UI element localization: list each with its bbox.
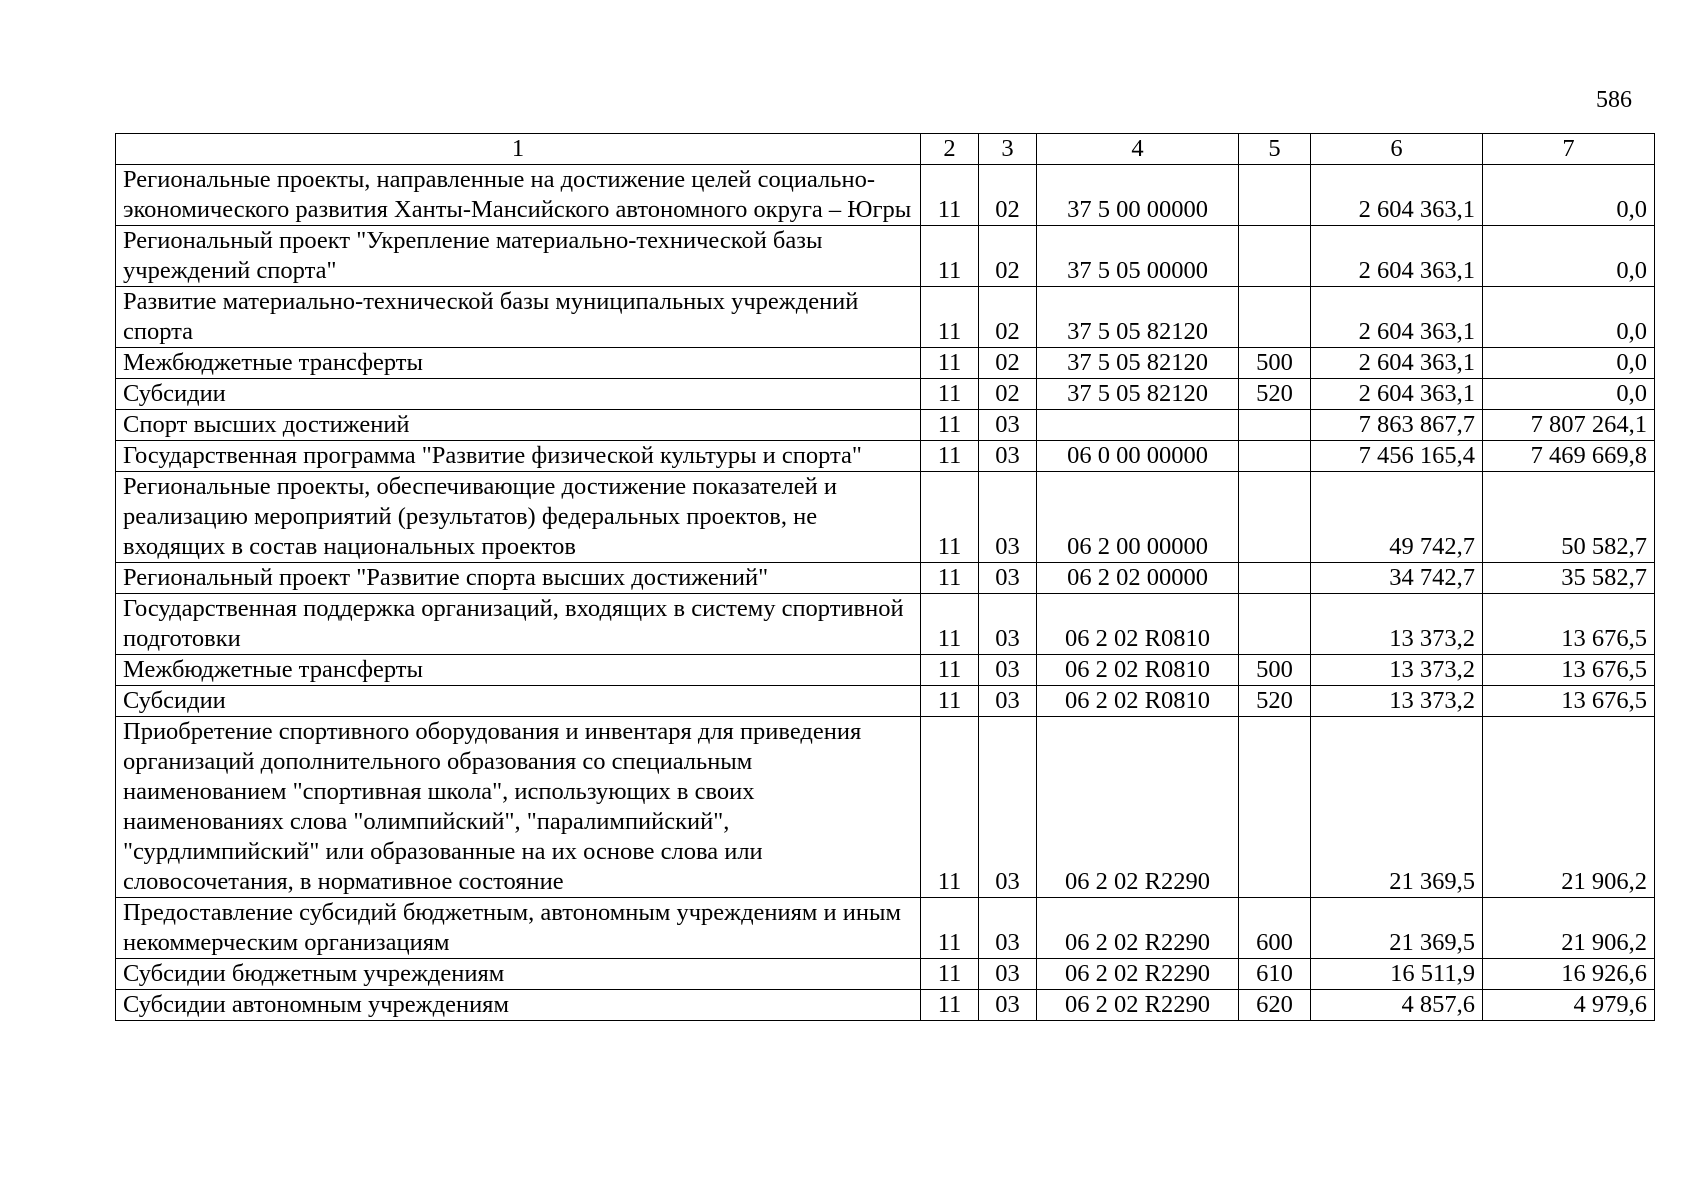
subsection-code: 03 bbox=[979, 441, 1037, 472]
amount-col7: 50 582,7 bbox=[1483, 472, 1655, 563]
amount-col6: 34 742,7 bbox=[1311, 563, 1483, 594]
amount-col6: 21 369,5 bbox=[1311, 898, 1483, 959]
row-name: Спорт высших достижений bbox=[116, 410, 921, 441]
table-row bbox=[116, 379, 1655, 410]
amount-col7: 0,0 bbox=[1483, 348, 1655, 379]
target-article-code: 06 2 02 R0810 bbox=[1037, 655, 1239, 686]
target-article-code: 37 5 05 82120 bbox=[1037, 348, 1239, 379]
row-name: Приобретение спортивного оборудования и инвентаря для приведения организаций дополнительного образования со специальным наименованием "спортивная школа", использующих в своих наименованиях слова "олимпийский", "паралимпийский", "сурдлимпийский" или образованные на их основе слова или словосочетания, в нормативное состояние bbox=[116, 717, 921, 898]
amount-col6: 2 604 363,1 bbox=[1311, 348, 1483, 379]
amount-col7: 0,0 bbox=[1483, 165, 1655, 226]
amount-col6: 21 369,5 bbox=[1311, 717, 1483, 898]
section-code: 11 bbox=[921, 441, 979, 472]
amount-col6: 13 373,2 bbox=[1311, 594, 1483, 655]
section-code: 11 bbox=[921, 348, 979, 379]
subsection-code: 02 bbox=[979, 348, 1037, 379]
target-article-code: 37 5 05 00000 bbox=[1037, 226, 1239, 287]
table-row bbox=[116, 655, 1655, 686]
row-name: Развитие материально-технической базы муниципальных учреждений спорта bbox=[116, 287, 921, 348]
expense-type-code bbox=[1239, 165, 1311, 226]
table-row bbox=[116, 226, 1655, 287]
row-name: Государственная программа "Развитие физической культуры и спорта" bbox=[116, 441, 921, 472]
amount-col7: 13 676,5 bbox=[1483, 594, 1655, 655]
section-code: 11 bbox=[921, 655, 979, 686]
subsection-code: 03 bbox=[979, 959, 1037, 990]
subsection-code: 03 bbox=[979, 686, 1037, 717]
table-row bbox=[116, 563, 1655, 594]
expense-type-code bbox=[1239, 472, 1311, 563]
row-name: Предоставление субсидий бюджетным, автономным учреждениям и иным некоммерческим организациям bbox=[116, 898, 921, 959]
amount-col7: 7 807 264,1 bbox=[1483, 410, 1655, 441]
amount-col6: 16 511,9 bbox=[1311, 959, 1483, 990]
amount-col7: 13 676,5 bbox=[1483, 655, 1655, 686]
row-name: Государственная поддержка организаций, входящих в систему спортивной подготовки bbox=[116, 594, 921, 655]
amount-col6: 2 604 363,1 bbox=[1311, 379, 1483, 410]
section-code: 11 bbox=[921, 686, 979, 717]
target-article-code: 37 5 00 00000 bbox=[1037, 165, 1239, 226]
row-name: Региональный проект "Развитие спорта высших достижений" bbox=[116, 563, 921, 594]
header-cell: 7 bbox=[1483, 134, 1655, 165]
row-name: Субсидии автономным учреждениям bbox=[116, 990, 921, 1021]
table-row bbox=[116, 165, 1655, 226]
page-number: 586 bbox=[1596, 87, 1632, 113]
amount-col7: 35 582,7 bbox=[1483, 563, 1655, 594]
subsection-code: 03 bbox=[979, 594, 1037, 655]
expense-type-code bbox=[1239, 717, 1311, 898]
amount-col6: 13 373,2 bbox=[1311, 655, 1483, 686]
table-row bbox=[116, 472, 1655, 563]
target-article-code: 06 2 00 00000 bbox=[1037, 472, 1239, 563]
subsection-code: 03 bbox=[979, 472, 1037, 563]
subsection-code: 02 bbox=[979, 226, 1037, 287]
amount-col7: 0,0 bbox=[1483, 379, 1655, 410]
subsection-code: 03 bbox=[979, 655, 1037, 686]
header-cell: 2 bbox=[921, 134, 979, 165]
subsection-code: 02 bbox=[979, 165, 1037, 226]
table-row bbox=[116, 348, 1655, 379]
section-code: 11 bbox=[921, 898, 979, 959]
section-code: 11 bbox=[921, 165, 979, 226]
amount-col6: 2 604 363,1 bbox=[1311, 226, 1483, 287]
subsection-code: 03 bbox=[979, 898, 1037, 959]
table-row bbox=[116, 410, 1655, 441]
expense-type-code: 600 bbox=[1239, 898, 1311, 959]
table-row bbox=[116, 441, 1655, 472]
budget-table bbox=[115, 133, 1655, 1021]
subsection-code: 03 bbox=[979, 410, 1037, 441]
section-code: 11 bbox=[921, 563, 979, 594]
table-row bbox=[116, 959, 1655, 990]
section-code: 11 bbox=[921, 472, 979, 563]
expense-type-code bbox=[1239, 287, 1311, 348]
section-code: 11 bbox=[921, 959, 979, 990]
header-cell: 3 bbox=[979, 134, 1037, 165]
table-row bbox=[116, 990, 1655, 1021]
section-code: 11 bbox=[921, 594, 979, 655]
header-cell: 5 bbox=[1239, 134, 1311, 165]
amount-col6: 7 863 867,7 bbox=[1311, 410, 1483, 441]
expense-type-code: 610 bbox=[1239, 959, 1311, 990]
expense-type-code: 500 bbox=[1239, 655, 1311, 686]
row-name: Субсидии бюджетным учреждениям bbox=[116, 959, 921, 990]
amount-col7: 0,0 bbox=[1483, 287, 1655, 348]
subsection-code: 02 bbox=[979, 379, 1037, 410]
row-name: Региональные проекты, направленные на достижение целей социально-экономического развития Ханты-Мансийского автономного округа – Югры bbox=[116, 165, 921, 226]
expense-type-code: 620 bbox=[1239, 990, 1311, 1021]
section-code: 11 bbox=[921, 379, 979, 410]
expense-type-code bbox=[1239, 226, 1311, 287]
target-article-code: 06 2 02 R2290 bbox=[1037, 898, 1239, 959]
amount-col7: 13 676,5 bbox=[1483, 686, 1655, 717]
amount-col6: 7 456 165,4 bbox=[1311, 441, 1483, 472]
target-article-code: 06 2 02 R0810 bbox=[1037, 686, 1239, 717]
target-article-code: 06 2 02 R2290 bbox=[1037, 959, 1239, 990]
amount-col6: 2 604 363,1 bbox=[1311, 165, 1483, 226]
expense-type-code bbox=[1239, 594, 1311, 655]
amount-col6: 4 857,6 bbox=[1311, 990, 1483, 1021]
expense-type-code bbox=[1239, 563, 1311, 594]
subsection-code: 03 bbox=[979, 990, 1037, 1021]
target-article-code: 37 5 05 82120 bbox=[1037, 287, 1239, 348]
expense-type-code: 520 bbox=[1239, 686, 1311, 717]
expense-type-code: 520 bbox=[1239, 379, 1311, 410]
header-cell: 1 bbox=[116, 134, 921, 165]
amount-col7: 4 979,6 bbox=[1483, 990, 1655, 1021]
subsection-code: 03 bbox=[979, 717, 1037, 898]
row-name: Региональные проекты, обеспечивающие достижение показателей и реализацию мероприятий (результатов) федеральных проектов, не входящих в состав национальных проектов bbox=[116, 472, 921, 563]
target-article-code: 06 2 02 R2290 bbox=[1037, 717, 1239, 898]
amount-col6: 49 742,7 bbox=[1311, 472, 1483, 563]
target-article-code bbox=[1037, 410, 1239, 441]
row-name: Межбюджетные трансферты bbox=[116, 348, 921, 379]
section-code: 11 bbox=[921, 990, 979, 1021]
expense-type-code bbox=[1239, 410, 1311, 441]
subsection-code: 02 bbox=[979, 287, 1037, 348]
amount-col7: 16 926,6 bbox=[1483, 959, 1655, 990]
amount-col7: 0,0 bbox=[1483, 226, 1655, 287]
target-article-code: 06 2 02 00000 bbox=[1037, 563, 1239, 594]
subsection-code: 03 bbox=[979, 563, 1037, 594]
section-code: 11 bbox=[921, 287, 979, 348]
header-cell: 4 bbox=[1037, 134, 1239, 165]
target-article-code: 06 0 00 00000 bbox=[1037, 441, 1239, 472]
table-row bbox=[116, 287, 1655, 348]
table-row bbox=[116, 898, 1655, 959]
target-article-code: 06 2 02 R2290 bbox=[1037, 990, 1239, 1021]
table-row bbox=[116, 717, 1655, 898]
amount-col7: 7 469 669,8 bbox=[1483, 441, 1655, 472]
section-code: 11 bbox=[921, 717, 979, 898]
target-article-code: 37 5 05 82120 bbox=[1037, 379, 1239, 410]
amount-col6: 2 604 363,1 bbox=[1311, 287, 1483, 348]
section-code: 11 bbox=[921, 226, 979, 287]
row-name: Межбюджетные трансферты bbox=[116, 655, 921, 686]
amount-col7: 21 906,2 bbox=[1483, 717, 1655, 898]
amount-col7: 21 906,2 bbox=[1483, 898, 1655, 959]
section-code: 11 bbox=[921, 410, 979, 441]
row-name: Субсидии bbox=[116, 686, 921, 717]
row-name: Региональный проект "Укрепление материально-технической базы учреждений спорта" bbox=[116, 226, 921, 287]
table-row bbox=[116, 686, 1655, 717]
amount-col6: 13 373,2 bbox=[1311, 686, 1483, 717]
header-cell: 6 bbox=[1311, 134, 1483, 165]
target-article-code: 06 2 02 R0810 bbox=[1037, 594, 1239, 655]
header-row bbox=[116, 134, 1655, 165]
table-row bbox=[116, 594, 1655, 655]
expense-type-code: 500 bbox=[1239, 348, 1311, 379]
expense-type-code bbox=[1239, 441, 1311, 472]
row-name: Субсидии bbox=[116, 379, 921, 410]
